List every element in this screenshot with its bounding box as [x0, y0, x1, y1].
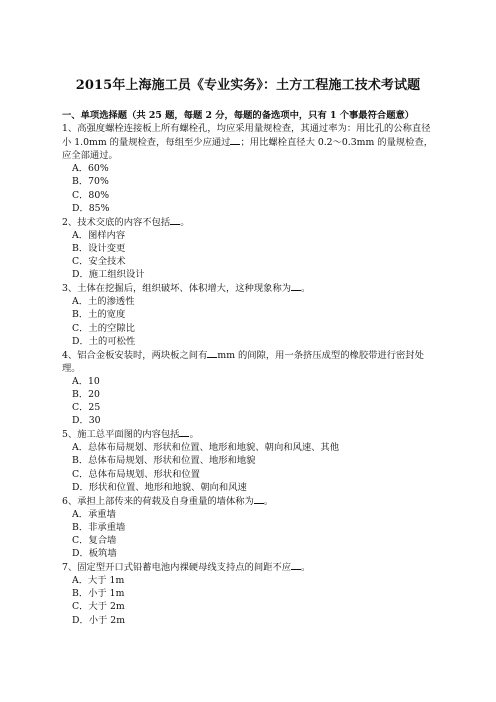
answer-blank — [291, 281, 301, 291]
question-7 — [62, 560, 434, 626]
question-text: 3、土体在挖掘后，组织破坏、体积增大，这种现象称为 。 — [62, 283, 311, 295]
option-a: A．60% — [72, 163, 109, 175]
option-b: B．70% — [72, 176, 109, 188]
option-c: C．安全技术 — [72, 256, 126, 268]
option-d: D．形状和位置、地形和地貌、朝向和风速 — [72, 481, 247, 493]
option-d: D．土的可松性 — [72, 335, 136, 347]
question-text: 2、技术交底的内容不包括 。 — [62, 216, 190, 228]
option-d: D．板筑墙 — [72, 548, 117, 560]
question-4 — [62, 348, 434, 428]
option-b: B．总体布局规划、形状和位置、地形和地貌 — [72, 455, 256, 467]
question-text: 1、高强度螺栓连接板上所有螺栓孔，均应采用量规检查，其通过率为：用比孔的公称直径小 1.0mm 的量规检查，每组至少应通过 ；用比螺栓直径大 0.2～0.3mm 的量规检查，应全部通过。 — [62, 123, 434, 162]
option-c: C．大于 2m — [72, 601, 125, 613]
option-b: B．小于 1m — [72, 588, 125, 600]
option-b: B．设计变更 — [72, 242, 126, 254]
section-heading: 一、单项选择题（共 25 题，每题 2 分，每题的备选项中，只有 1 个事最符合题意） — [62, 110, 415, 121]
question-text: 7、固定型开口式铅蓄电池内裸硬母线支持点的间距不应 。 — [62, 562, 311, 574]
question-3 — [62, 281, 434, 347]
option-c: C．25 — [72, 402, 101, 414]
document-body — [62, 109, 434, 627]
option-b: B．土的宽度 — [72, 309, 126, 321]
option-d: D．小于 2m — [72, 614, 126, 626]
answer-blank — [179, 427, 189, 437]
option-a: A．10 — [72, 375, 100, 387]
question-5 — [62, 427, 434, 493]
option-d: D．施工组织设计 — [72, 269, 145, 281]
option-a: A．图样内容 — [72, 229, 126, 241]
answer-blank — [291, 560, 301, 570]
option-c: C．土的空隙比 — [72, 322, 135, 334]
document-title: 2015年上海施工员《专业实务》：土方工程施工技术考试题 — [75, 78, 421, 93]
option-d: D．85% — [72, 202, 110, 214]
answer-blank — [170, 215, 180, 225]
answer-blank — [230, 135, 240, 145]
option-b: B．20 — [72, 388, 100, 400]
option-a: A．土的渗透性 — [72, 296, 135, 308]
question-1 — [62, 122, 434, 215]
option-c: C．总体布局规划、形状和位置 — [72, 468, 200, 480]
answer-blank — [254, 494, 264, 504]
option-a: A．大于 1m — [72, 575, 125, 587]
question-text: 6、承担上部传来的荷载及自身重量的墙体称为 。 — [62, 495, 274, 507]
question-6 — [62, 494, 434, 560]
answer-blank — [207, 348, 217, 358]
option-c: C．80% — [72, 189, 110, 201]
option-a: A．总体布局规划、形状和位置、地形和地貌、朝向和风速、其他 — [72, 442, 340, 454]
question-text: 4、铝合金板安装时，两块板之间有 mm 的间隙，用一条挤压成型的橡胶带进行密封处理。 — [62, 349, 424, 374]
option-b: B．非承重墙 — [72, 521, 126, 533]
option-a: A．承重墙 — [72, 508, 116, 520]
option-d: D．30 — [72, 415, 101, 427]
option-c: C．复合墙 — [72, 535, 117, 546]
question-2 — [62, 215, 434, 281]
question-text: 5、施工总平面图的内容包括 。 — [62, 429, 199, 441]
